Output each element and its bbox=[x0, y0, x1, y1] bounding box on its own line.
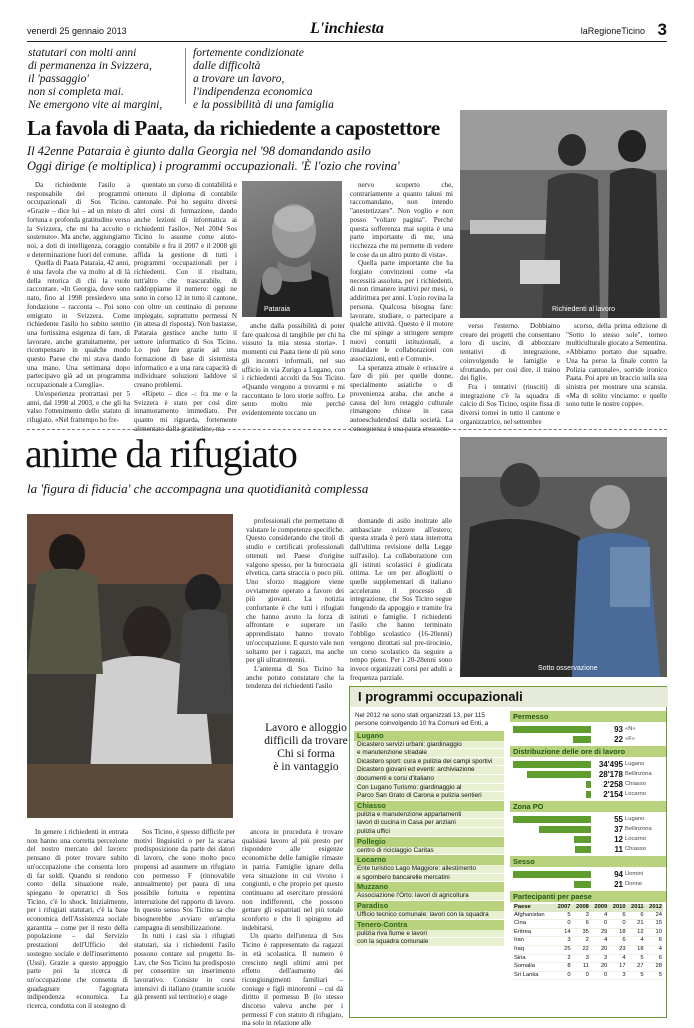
paragraph: Quella di Paata Pataraia, 42 anni, è una favola che va molto al di là della retorica di chi la vuole raccontare. «In Georgia, dove sono nato, fino al 1998 presiedevo una fondazione – racconta –. Poi sono emigrato in Svizzera. Come richiedente l'asilo ho subito sentito una fortissima esigenza di fare, di lavorare, anche gratuitamente, per ricompensare in qualche modo questo Paese che mi stava dando una mano. Una settimana dopo partecipavo già ad un programma occupazionale a Cureglia». bbox=[27, 259, 130, 390]
table-row bbox=[513, 920, 663, 929]
paragraph: Un'esperienza protrattasi per 5 anni, dal 1998 al 2003, e che gli ha valso l'ottenimento dello statuto di rifugiato. «Nel frattempo ho fre- bbox=[27, 389, 130, 424]
bar-track bbox=[513, 761, 591, 768]
location-item: pulizia riva fiume e lavori bbox=[354, 930, 504, 939]
location-item: Dicastero sport: cura e pulizia dei campi sportivi bbox=[354, 758, 504, 767]
location-item: Parco San Grato di Carona e pulizia sentieri bbox=[354, 792, 504, 801]
bar-row bbox=[513, 834, 663, 844]
table-cell: 18 bbox=[608, 928, 626, 937]
table-cell: 0 bbox=[553, 920, 571, 929]
article2-column-mid-top bbox=[246, 517, 344, 717]
table-cell: 29 bbox=[590, 928, 608, 937]
table-cell: Iran bbox=[513, 937, 553, 946]
location-block bbox=[354, 882, 504, 901]
table-cell: 6 bbox=[645, 954, 663, 963]
table-cell: 20 bbox=[590, 945, 608, 954]
paragraph: anche dalla possibilità di poter fare qualcosa di tangibile per chi ha vissuto la mia stessa storia». I momenti cui Paata tiene di più sono gli incontri informali, nel suo ufficio in via Zurigo a Lugano, con i richiedenti accolti da Sos Ticino. «Quando vengono a trovarmi e mi raccontano le loro storie soffro. Le sento molto mie perché evidentemente toccano un bbox=[242, 322, 345, 418]
table-cell: Cina bbox=[513, 920, 553, 929]
bar-label: Lugano bbox=[625, 761, 645, 767]
newspaper-name: laRegioneTicino bbox=[580, 26, 645, 36]
location-item: con la squadra comunale bbox=[354, 938, 504, 947]
table-cell: 4 bbox=[590, 912, 608, 920]
pull-quote-line: è in vantaggio bbox=[273, 761, 339, 773]
article1-column-1 bbox=[27, 181, 130, 424]
issue-date: venerdì 25 gennaio 2013 bbox=[27, 26, 127, 36]
bar-row bbox=[513, 824, 663, 834]
bar-label: Donne bbox=[625, 881, 643, 887]
table-body bbox=[513, 912, 663, 980]
table-cell: 12 bbox=[627, 928, 645, 937]
standfirst-line: a trovare un lavoro, bbox=[193, 73, 285, 85]
table-cell: 5 bbox=[627, 971, 645, 980]
bar-label: Chiasso bbox=[625, 781, 646, 787]
bar-label: Bellinzona bbox=[625, 771, 652, 777]
location-block bbox=[354, 731, 504, 801]
bar-row bbox=[513, 789, 663, 799]
table-header-cell: 2012 bbox=[645, 904, 663, 912]
bar-value: 93 bbox=[614, 724, 623, 734]
bar-row bbox=[513, 724, 663, 734]
bar-value: 94 bbox=[614, 869, 623, 879]
permesso-bars bbox=[510, 724, 666, 744]
bar-value: 55 bbox=[614, 814, 623, 824]
bar-track bbox=[513, 881, 591, 888]
location-item: pulizia uffici bbox=[354, 828, 504, 837]
location-name: Locarno bbox=[354, 855, 504, 865]
bar-track bbox=[513, 781, 591, 788]
pull-quote-line: Lavoro e alloggio bbox=[265, 722, 347, 734]
table-header-cell: 2011 bbox=[627, 904, 645, 912]
bar bbox=[573, 736, 591, 743]
article1-column-4 bbox=[350, 181, 453, 433]
table-cell: 3 bbox=[590, 954, 608, 963]
article2-column-a bbox=[27, 828, 128, 1018]
photo-caption: Richiedenti al lavoro bbox=[552, 306, 616, 313]
bar bbox=[513, 871, 591, 878]
bar-track bbox=[513, 846, 591, 853]
bar-row bbox=[513, 759, 663, 769]
locations-list bbox=[350, 731, 508, 947]
bar-row bbox=[513, 734, 663, 744]
table-cell: 0 bbox=[590, 971, 608, 980]
paragraph: In genere i richiedenti in entrata non hanno una corretta percezione del nostro mercato del lavoro: pensano di poter trovare subito un'occupazione che consenta loro di far soldi. Quando si rendono conto della situazione reale, spiegano le operatrici di Sos Ticino, c'è lo shock. Inizialmente, per i rifugiati statutari, c'è la base economica dell'Assistenza sociale garantita – come per il resto della popolazione – dal Servizio prestazioni dell'Ufficio del sostegno sociale e dell'inserimento (Ussi). Grazie a questo appoggio parte poi la ricerca di un'occupazione che consenta di guadagnare l'agognata indipendenza economica. La ricerca, condotta con il sostegno di bbox=[27, 828, 128, 1011]
article1-column-6 bbox=[566, 322, 667, 419]
bar bbox=[575, 846, 591, 853]
paragraph: scorso, della prima edizione di "Sotto lo stesso sole", torneo multiculturale giocato a Sementina. «Abbiamo portato due squadre. Una ha perso la finale contro la Polizia cantonale», sorride ironico Paata. Poi apre un braccio sulla sua sinistra per mostrare una scansia. «Ma di solito vinciamo: e quelle sono tutte le nostre coppe». bbox=[566, 322, 667, 409]
location-item: e sgombero bancarelle mercatini bbox=[354, 874, 504, 883]
standfirst-line: Ne emergono vite ai margini, bbox=[28, 99, 163, 111]
location-name: Paradiso bbox=[354, 901, 504, 911]
table-header-cell: Paese bbox=[513, 904, 553, 912]
bar bbox=[586, 791, 591, 798]
paragraph: La speranza attuale è «riuscire a fare di più per quelle donne, specialmente asiatiche o di provenienza araba, che anche a causa del loro retaggio culturale rimangono chiuse in casa autoescludendosi dalla società. La conseguenza è una paura crescente bbox=[350, 363, 453, 433]
table-cell: Afghanistan bbox=[513, 912, 553, 920]
paragraph: Quella parte importante che ha forgiato convinzioni come «la necessità assoluta, per i richiedenti, di non rimanere inattivi per mesi, o addirittura per anni. L'ozio rovina la persona. Qualcosa bisogna fare: lavorare, studiare, o partecipare a qualche attività. Questo è il motore che mi spinge a stringere sempre nuovi contatti istituzionali, a rinsaldare le collaborazioni con associazioni, enti e Comuni». bbox=[350, 259, 453, 364]
bar-value: 2'258 bbox=[603, 779, 623, 789]
standfirst-line: statutari con molti anni bbox=[28, 47, 137, 59]
location-block bbox=[354, 837, 504, 856]
surveillance-illustration bbox=[460, 437, 667, 677]
paragraph: professionali che permettano di valutare le competenze specifiche. Questo considerando che titoli di studio e certificati professionali ottenuti nel Paese d'origine valgono spesso, per la burocrazia elvetica, carta straccia o poco più. Uno sforzo maggiore viene ovviamente operato a favore dei più giovani. La notizia confortante è che tutti i rifugiati che hanno avuto la forza di affrontare e superare un apprendistato hanno trovato un'occupazione. E questo vale non soltanto per i ragazzi, ma anche per gli ultratrentenni. bbox=[246, 517, 344, 665]
table-cell: 10 bbox=[645, 928, 663, 937]
table-row bbox=[513, 945, 663, 954]
bar-value: 11 bbox=[614, 844, 623, 854]
article1-headline: La favola di Paata, da richiedente a capostettore bbox=[27, 116, 440, 140]
bar-label: «F» bbox=[625, 736, 635, 742]
paragraph: nervo scoperto che, contrariamente a quanto taluni mi raccomandano, non intendo "anestetizzare". Non voglio e non posso "voltare pagina". Perché questa sofferenza mai sopita è una parte importante di me, una ricchezza che mi permette di vedere le cose da un altro punto di vista». bbox=[350, 181, 453, 259]
paragraph: verso l'esterno. Dobbiamo creare dei progetti che consentano loro di uscire, di abbozzare tentativi di integrazione, coinvolgendo le famiglie e sfruttando, per così dire, il traino dei figli». bbox=[460, 322, 560, 383]
location-name: Tenero-Contra bbox=[354, 920, 504, 930]
location-item: Con Lugano Turismo: giardinaggio al bbox=[354, 784, 504, 793]
bar bbox=[513, 761, 591, 768]
bar bbox=[539, 826, 591, 833]
location-item: Ufficio tecnico comunale: lavori con la squadra bbox=[354, 911, 504, 920]
article2-headline: anime da rifugiato bbox=[25, 431, 297, 476]
location-item: Ente turistico Lago Maggiore: allestimento bbox=[354, 865, 504, 874]
table-header-cell: 2007 bbox=[553, 904, 571, 912]
stats-heading: Partecipanti per paese bbox=[510, 891, 666, 902]
paragraph: Fra i tentativi (riusciti) di integrazione c'è la squadra di calcio di Sos Ticino, ospite fissa di diversi tornei in tutto il cantone e organizzatrice, nel settembre bbox=[460, 382, 560, 426]
bar-value: 21 bbox=[614, 879, 623, 889]
countries-table bbox=[513, 904, 663, 980]
stats-heading: Permesso bbox=[510, 711, 666, 722]
table-cell: 0 bbox=[608, 920, 626, 929]
standfirst-line: e la possibilità di una famiglia bbox=[193, 99, 334, 111]
portrait-photo bbox=[242, 181, 342, 317]
table-cell: Somalia bbox=[513, 963, 553, 972]
bar-value: 22 bbox=[614, 734, 623, 744]
location-name: Muzzano bbox=[354, 882, 504, 892]
paragraph: ancora in procedura è trovare qualsiasi lavoro al più presto per rispondere alle esigenze economiche delle famiglie rimaste in patria. Famiglie ignare della vera situazione in cui vivono i congiunti, e che proprio per questo continuano ad esercitare pressioni non indifferenti, che possono gettare gli espatriati nel più totale sconforto e che li spingono ad indebitarsi. bbox=[242, 828, 343, 932]
table-cell: 17 bbox=[608, 963, 626, 972]
subhead-line: Il 42enne Pataraia è giunto dalla Georgia nel '98 domandando asilo bbox=[27, 144, 371, 158]
location-item: pulizia e manutenzione appartamenti bbox=[354, 811, 504, 820]
table-row bbox=[513, 912, 663, 920]
table-cell: 5 bbox=[627, 954, 645, 963]
bar bbox=[513, 816, 591, 823]
infobox-title: I programmi occupazionali bbox=[350, 687, 668, 707]
page-header bbox=[27, 18, 667, 42]
paragraph: domande di asilo inoltrate alle ambasciate svizzere all'estero; questa strada è però stata interrotta dall'ultima revisione della Legge sull'asilo). La collaborazione con gli istituti scolastici è giudicata ottima. Le ore per allogliotti o quelle supplementari di italiano accelerano il processo di integrazione, che Sos Ticino segue fungendo da appoggio e tramite fra istituti e famiglie. I richiedenti l'asilo che hanno terminato l'obbligo scolastico (16-20enni) vengono dirottati sul pre-tirocinio, un corso scolastico da seguire a tempo pieno. Per i 20-28enni sono invece organizzati corsi per adulti a frequenza parziale. bbox=[350, 517, 452, 682]
location-item: documenti e corsi d'italiano bbox=[354, 775, 504, 784]
table-header-row bbox=[513, 904, 663, 912]
article2-column-right-top bbox=[350, 517, 452, 681]
photo-caption: Sotto osservazione bbox=[538, 665, 598, 672]
column-rule bbox=[185, 48, 186, 104]
location-name: Lugano bbox=[354, 731, 504, 741]
table-cell: 2 bbox=[553, 954, 571, 963]
subhead-line: Oggi dirige (e moltiplica) i programmi occupazionali. 'È l'ozio che rovina' bbox=[27, 159, 400, 173]
standfirst-line: l'indipendenza economica bbox=[193, 86, 313, 98]
bar-track bbox=[513, 726, 591, 733]
table-cell: 22 bbox=[572, 945, 590, 954]
table-cell: 6 bbox=[627, 912, 645, 920]
location-block bbox=[354, 855, 504, 882]
gender-bars bbox=[510, 869, 666, 889]
stats-heading: Distribuzione delle ore di lavoro bbox=[510, 746, 666, 757]
table-cell: 0 bbox=[590, 920, 608, 929]
bar-track bbox=[513, 771, 591, 778]
infobox-locations bbox=[350, 709, 508, 1017]
table-cell: 6 bbox=[645, 937, 663, 946]
bar-value: 28'178 bbox=[598, 769, 623, 779]
hours-bars bbox=[510, 759, 666, 799]
bar-track bbox=[513, 871, 591, 878]
paragraph: In tutti i casi sia i rifugiati statutari, sia i richiedenti l'asilo possono contare sul progetto In-Lav, che Sos Ticino ha predisposto per consentire un inserimento lavorativo. Consiste in corsi intensivi di italiano (tramite scuole già presenti sul territorio) e stage bbox=[134, 932, 235, 1002]
portrait-illustration bbox=[242, 181, 342, 317]
location-item: Associazione l'Orto: lavori di agricoltura bbox=[354, 892, 504, 901]
table-cell: 18 bbox=[627, 945, 645, 954]
bar-value: 37 bbox=[614, 824, 623, 834]
pull-quote-line: Chi si forma bbox=[277, 748, 335, 760]
location-item: Dicastero servizi urbani: giardinaggio bbox=[354, 741, 504, 750]
table-cell: 14 bbox=[553, 928, 571, 937]
table-cell: Siria bbox=[513, 954, 553, 963]
stats-heading: Sesso bbox=[510, 856, 666, 867]
location-item: centro di riciclaggio Caritas bbox=[354, 847, 504, 856]
workshop-photo bbox=[460, 110, 667, 318]
table-cell: 6 bbox=[572, 920, 590, 929]
workshop-illustration bbox=[460, 110, 667, 318]
table-cell: 4 bbox=[627, 937, 645, 946]
table-header-cell: 2010 bbox=[608, 904, 626, 912]
bar-track bbox=[513, 836, 591, 843]
bar-value: 34'495 bbox=[598, 759, 623, 769]
table-row bbox=[513, 928, 663, 937]
bar-row bbox=[513, 879, 663, 889]
infobox-intro: Nel 2012 ne sono stati organizzati 13, per 115 persone coinvolgendo 10 fra Comuni ed Enti, a bbox=[355, 712, 489, 727]
pull-quote bbox=[246, 722, 366, 774]
article2-subhead: la 'figura di fiducia' che accompagna una quotidianità complessa bbox=[27, 481, 369, 496]
table-cell: 28 bbox=[645, 963, 663, 972]
bar-label: Locarno bbox=[625, 791, 646, 797]
article1-column-5 bbox=[460, 322, 560, 426]
table-cell: 35 bbox=[572, 928, 590, 937]
standfirst-line: il 'passaggio' bbox=[28, 73, 89, 85]
bar bbox=[527, 771, 591, 778]
infobox-stats bbox=[510, 709, 666, 1017]
table-cell: 21 bbox=[627, 920, 645, 929]
paragraph: Sos Ticino, è spesso difficile per motivi linguistici o per la scarsa predisposizione da parte dei datori di lavoro, che sono molto poco propensi ad assumere un rifugiato con permesso F (rinnovabile annualmente) per paura di una possibile fortuita e repentina interruzione del rapporto di lavoro. In questo senso Sos Ticino sa che bisognerebbe avviare un'ampia campagna di sensibilizzazione. bbox=[134, 828, 235, 932]
location-name: Pollegio bbox=[354, 837, 504, 847]
table-cell: 8 bbox=[553, 963, 571, 972]
bar-row bbox=[513, 814, 663, 824]
bar bbox=[574, 881, 591, 888]
table-cell: 23 bbox=[608, 945, 626, 954]
table-cell: 25 bbox=[553, 945, 571, 954]
bar-row bbox=[513, 769, 663, 779]
article2-column-c bbox=[242, 828, 343, 1028]
table-row bbox=[513, 937, 663, 946]
bar-row bbox=[513, 844, 663, 854]
bar-label: «N» bbox=[625, 726, 636, 732]
table-cell: 4 bbox=[608, 954, 626, 963]
bar-label: Bellinzona bbox=[625, 826, 652, 832]
table-cell: 20 bbox=[590, 963, 608, 972]
table-cell: Iraq bbox=[513, 945, 553, 954]
location-block bbox=[354, 901, 504, 920]
table-cell: Sri Lanka bbox=[513, 971, 553, 980]
surveillance-photo bbox=[460, 437, 667, 677]
table-cell: 24 bbox=[645, 912, 663, 920]
table-cell: 6 bbox=[608, 937, 626, 946]
location-name: Chiasso bbox=[354, 801, 504, 811]
bar bbox=[513, 726, 591, 733]
table-row bbox=[513, 954, 663, 963]
table-cell: 11 bbox=[572, 963, 590, 972]
table-cell: 5 bbox=[553, 912, 571, 920]
bar-label: Uomini bbox=[625, 871, 644, 877]
standfirst-line: dalle difficoltà bbox=[193, 60, 261, 72]
bar bbox=[586, 781, 591, 788]
location-item: Dicastero giovani ed eventi: archiviazione bbox=[354, 766, 504, 775]
paragraph: «Ripeto – dice –: fra me e la Svizzera è stato per così dire innamoramento immediato. Per quanto mi riguarda, fortemente alimentato dalla gratitudine, ma bbox=[134, 389, 237, 433]
table-cell: 0 bbox=[572, 971, 590, 980]
bar-value: 2'154 bbox=[603, 789, 623, 799]
page-number: 3 bbox=[657, 20, 667, 39]
standfirst-right bbox=[193, 47, 363, 111]
refugees-photo bbox=[27, 514, 233, 818]
table-cell: 3 bbox=[608, 971, 626, 980]
photo-caption: Pataraia bbox=[264, 306, 291, 313]
bar-label: Lugano bbox=[625, 816, 645, 822]
standfirst-line: fortemente condizionate bbox=[193, 47, 304, 59]
table-row bbox=[513, 963, 663, 972]
bar-track bbox=[513, 816, 591, 823]
zone-bars bbox=[510, 814, 666, 854]
table-cell: 4 bbox=[645, 945, 663, 954]
article1-column-2 bbox=[134, 181, 237, 433]
standfirst-left bbox=[28, 47, 176, 111]
programs-infobox bbox=[349, 686, 667, 1018]
bar bbox=[574, 836, 591, 843]
table-cell: 15 bbox=[645, 920, 663, 929]
bar-label: Chiasso bbox=[625, 846, 646, 852]
table-cell: 3 bbox=[572, 954, 590, 963]
table-cell: 5 bbox=[645, 971, 663, 980]
location-block bbox=[354, 801, 504, 837]
stats-heading: Zona PO bbox=[510, 801, 666, 812]
table-cell: 4 bbox=[590, 937, 608, 946]
refugees-illustration bbox=[27, 514, 233, 818]
article1-column-3 bbox=[242, 322, 345, 419]
paragraph: L'antenna di Sos Ticino ha anche potuto constatare che la tendenza dei richiedenti l'asilo bbox=[246, 664, 344, 691]
table-header-cell: 2009 bbox=[590, 904, 608, 912]
table-cell: 3 bbox=[553, 937, 571, 946]
location-item: e manutenzione stradale bbox=[354, 749, 504, 758]
paragraph: quentato un corso di contabilità e ottenuto il diploma di contabile cantonale. Poi ho seguito diversi altri corsi di formazione, dando anche lezioni di informatica ai richiedenti l'asilo». Nel 2004 Sos Ticino lo assume come aiuto-contabile e fra il 2007 e il 2008 gli affida la gestione di tutti i programmi occupazionali per i richiedenti. Con il risultato, tutt'altro che trascurabile, di raddoppiarne il numero: oggi ne sono in corso 12 in tutto il cantone, con oltre un centinaio di persone impiegate, soprattutto permessi N (in attesa di risposta). Non bastasse, Pataraia gestisce anche tutto il settore informatico di Sos Ticino. Lo può fare grazie ad una formazione di base di sistemista informatico e a una rara capacità di individuare soluzioni laddove si creano problemi. bbox=[134, 181, 237, 390]
table-cell: 6 bbox=[608, 912, 626, 920]
bar-row bbox=[513, 869, 663, 879]
bar-row bbox=[513, 779, 663, 789]
table-cell: 27 bbox=[627, 963, 645, 972]
bar-track bbox=[513, 826, 591, 833]
bar-track bbox=[513, 791, 591, 798]
table-row bbox=[513, 971, 663, 980]
article2-column-b bbox=[134, 828, 235, 1018]
standfirst-line: di permanenza in Svizzera, bbox=[28, 60, 152, 72]
article1-subhead bbox=[27, 144, 457, 174]
location-item: lavori di cucina in Casa per anziani bbox=[354, 819, 504, 828]
paragraph: Da richiedente l'asilo a responsabile dei programmi occupazionali di Sos Ticino. «Grazie – dice lui – ad un misto di fortuna e profonda gratitudine verso la Svizzera, che mi ha accolto e sostenuto». Ma anche, aggiungiamo noi, a doti di intelligenza, coraggio e determinazione fuori del comune. bbox=[27, 181, 130, 259]
bar-track bbox=[513, 736, 591, 743]
bar-label: Locarno bbox=[625, 836, 646, 842]
section-title: L'inchiesta bbox=[310, 20, 384, 37]
pull-quote-line: difficili da trovare bbox=[264, 735, 348, 747]
table-cell: 3 bbox=[572, 912, 590, 920]
table-header-cell: 2008 bbox=[572, 904, 590, 912]
table-cell: 2 bbox=[572, 937, 590, 946]
paragraph: Un quarto dell'utenza di Sos Ticino è rappresentato da ragazzi in età scolastica. Il numero è cresciuto negli ultimi anni per effetto dell'aumento dei ricongiungimenti familiari – coniuge e figli minorenni – cui dà diritto il permesso B (lo stesso discorso valeva anche per i permessi F con statuto di rifugiato, ma solo in relazione alle bbox=[242, 932, 343, 1028]
location-block bbox=[354, 920, 504, 947]
table-cell: 0 bbox=[553, 971, 571, 980]
table-cell: Eritrea bbox=[513, 928, 553, 937]
standfirst-line: non si completa mai. bbox=[28, 86, 124, 98]
bar-value: 12 bbox=[614, 834, 623, 844]
